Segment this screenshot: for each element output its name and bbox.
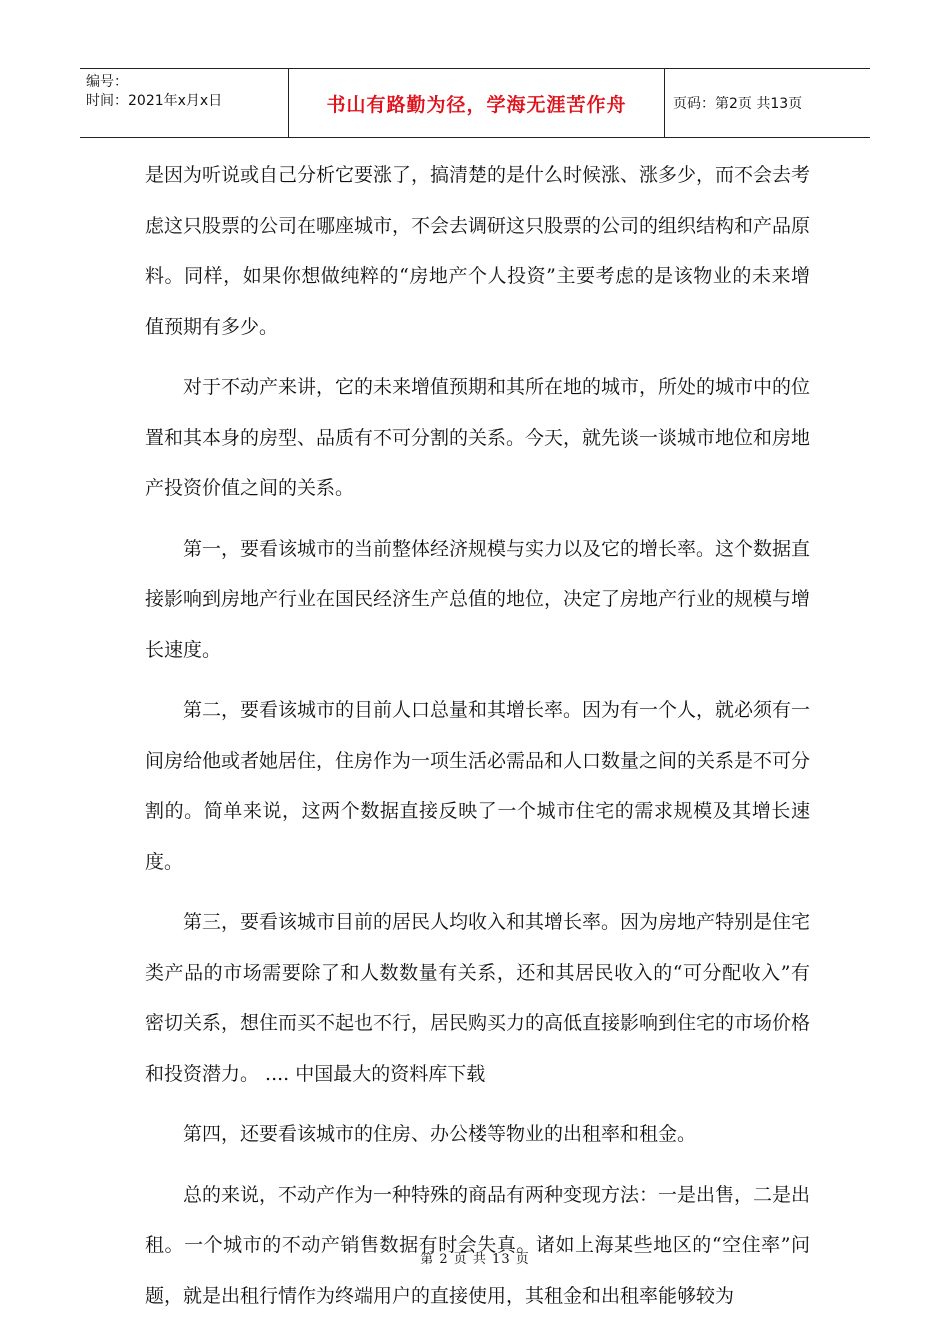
time-label: 时间：2021年x月x日 [86,93,223,109]
header-motto: 书山有路勤为径，学海无涯苦作舟 [289,69,665,137]
header-page-info: 页码：第2页 共13页 [673,96,803,112]
paragraph: 总的来说，不动产作为一种特殊的商品有两种变现方法：一是出售，二是出租。一个城市的不动产销售数据有时会失真。诸如上海某些地区的“空住率”问题，就是出租行情作为终端用户的直接使用，其租金和出租率能够较为 [145,1183,811,1307]
paragraph: 第三，要看该城市目前的居民人均收入和其增长率。因为房地产特别是住宅类产品的市场需要除了和人数数量有关系，还和其居民收入的“可分配收入”有密切关系，想住而买不起也不行，居民购买力的高低直接影响到住宅的市场价格和投资潜力。 .... 中国最大的资料库下载 [145,911,811,1085]
paragraph: 第一，要看该城市的当前整体经济规模与实力以及它的增长率。这个数据直接影响到房地产行业在国民经济生产总值的地位，决定了房地产行业的规模与增长速度。 [145,537,811,661]
page-footer: 第 2 页 共 13 页 [420,1252,530,1267]
header-meta [80,69,289,137]
paragraph: 对于不动产来讲，它的未来增值预期和其所在地的城市，所处的城市中的位置和其本身的房型、品质有不可分割的关系。今天，就先谈一谈城市地位和房地产投资价值之间的关系。 [145,376,811,499]
paragraph: 第四，还要看该城市的住房、办公楼等物业的出租率和租金。 [183,1123,697,1145]
number-label: 编号： [86,74,128,90]
paragraph: 是因为听说或自己分析它要涨了，搞清楚的是什么时候涨、涨多少，而不会去考虑这只股票的公司在哪座城市，不会去调研这只股票的公司的组织结构和产品原料。同样，如果你想做纯粹的“房地产个人投资”主要考虑的是该物业的未来增值预期有多少。 [145,164,811,338]
paragraph: 第二，要看该城市的目前人口总量和其增长率。因为有一个人，就必须有一间房给他或者她居住，住房作为一项生活必需品和人口数量之间的关系是不可分割的。简单来说，这两个数据直接反映了一个城市住宅的需求规模及其增长速度。 [145,699,811,873]
document-header [80,68,870,138]
document-body [145,150,810,1331]
